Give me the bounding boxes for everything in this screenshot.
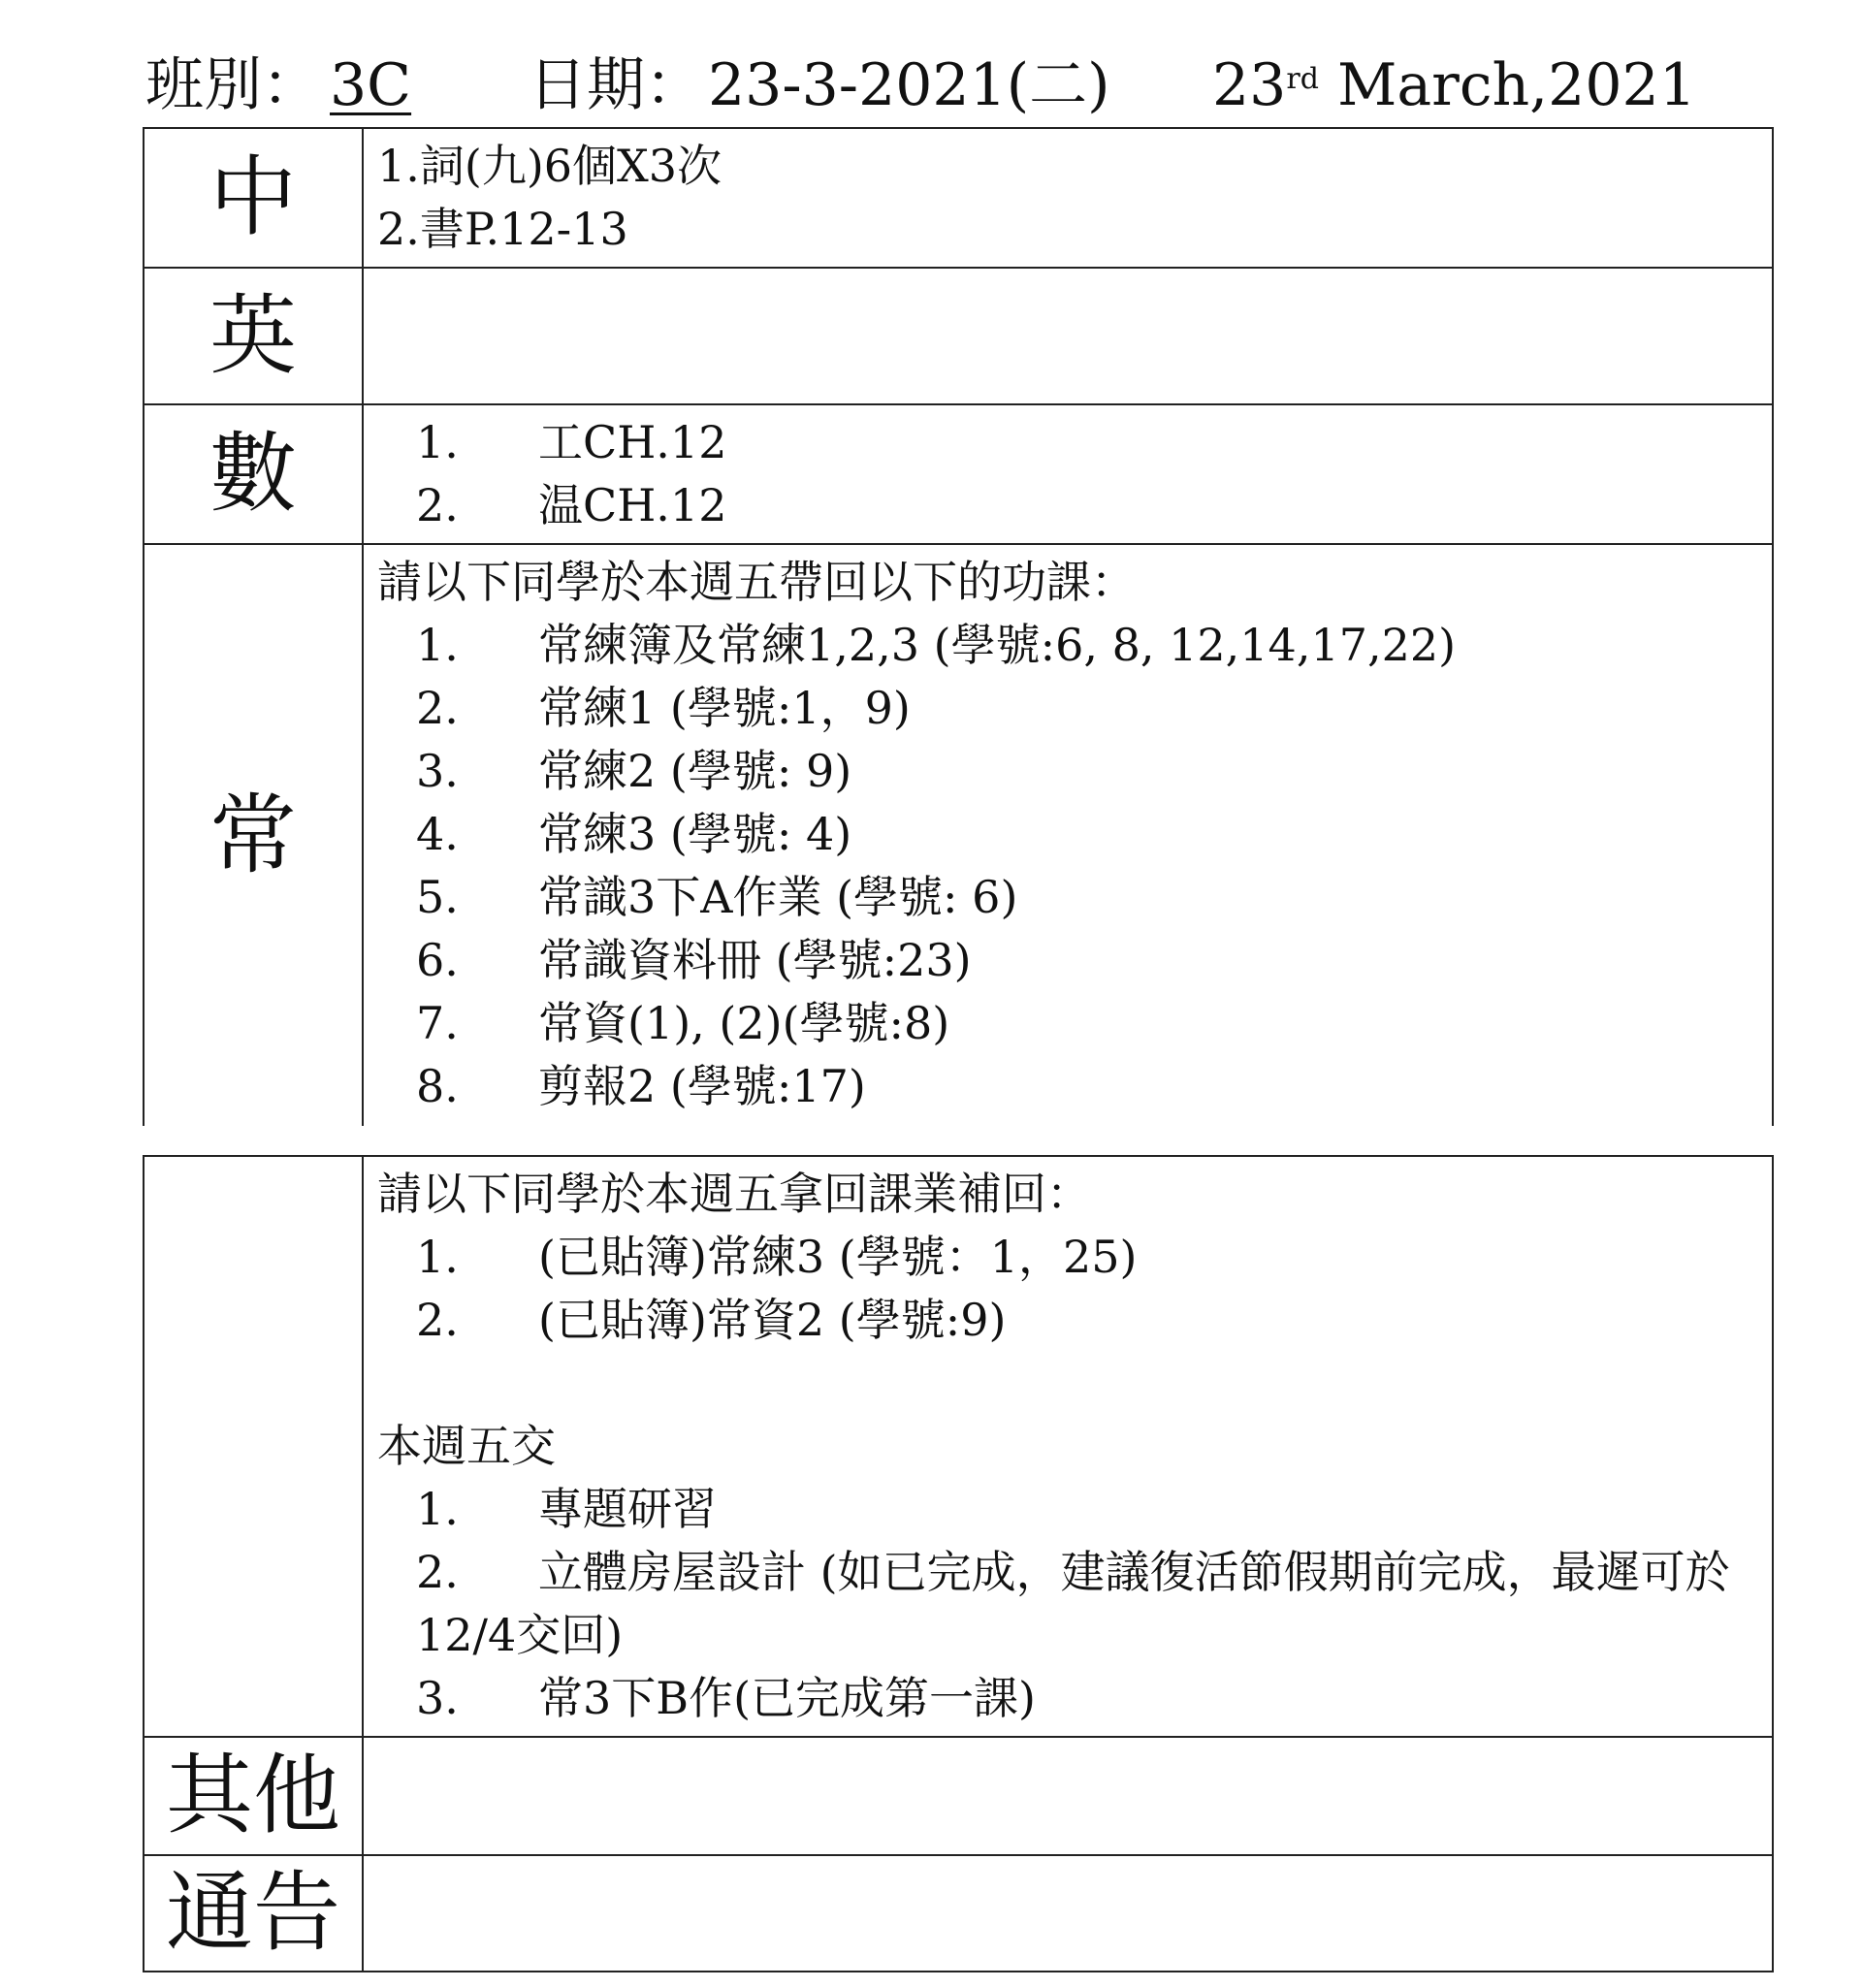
item-text: 温CH.12 xyxy=(538,479,727,531)
item-text: 工CH.12 xyxy=(538,416,727,468)
item-number: 2. xyxy=(416,682,459,734)
list-item xyxy=(377,1055,1762,1118)
item-text: (已貼簿)常練3 (學號：1，25) xyxy=(538,1231,1138,1283)
gs-friday-intro: 本週五交 xyxy=(377,1420,556,1472)
list-item xyxy=(377,803,1762,866)
gs-list xyxy=(377,614,1762,1118)
item-number: 6. xyxy=(416,934,459,986)
item-number: 1. xyxy=(416,619,459,671)
item-number: 3. xyxy=(416,745,459,797)
date-label: 日期： xyxy=(529,51,703,119)
item-number: 2. xyxy=(416,1294,459,1346)
row-general-studies xyxy=(144,544,1773,1126)
gs-friday-list xyxy=(377,1478,1762,1730)
list-item xyxy=(377,1226,1762,1289)
content-english xyxy=(363,268,1773,404)
item-text: 立體房屋設計 (如已完成，建議復活節假期前完成，最遲可於12/4交回) xyxy=(416,1546,1730,1661)
list-item xyxy=(377,992,1762,1055)
item-number: 1. xyxy=(416,416,459,468)
content-general-studies xyxy=(363,544,1773,1126)
class-value: 3C xyxy=(330,51,412,119)
subject-chinese: 中 xyxy=(144,128,363,268)
content-chinese xyxy=(363,128,1773,268)
subject-math: 數 xyxy=(144,404,363,544)
list-item xyxy=(377,411,1762,474)
subject-english: 英 xyxy=(144,268,363,404)
item-text: 常資(1), (2)(學號:8) xyxy=(538,997,950,1049)
item-text: 常練2 (學號: 9) xyxy=(538,745,852,797)
homework-table-part-1 xyxy=(143,127,1774,1126)
item-number: 3. xyxy=(416,1672,459,1724)
list-item xyxy=(377,740,1762,803)
item-number: 5. xyxy=(416,871,459,923)
class-label: 班別： xyxy=(145,51,320,119)
item-text: 常練1 (學號:1，9) xyxy=(538,682,911,734)
item-text: (已貼簿)常資2 (學號:9) xyxy=(538,1294,1007,1346)
date-english-day: 23 xyxy=(1212,51,1287,119)
item-text: 剪報2 (學號:17) xyxy=(538,1060,866,1112)
item-text: 常識3下A作業 (學號: 6) xyxy=(538,871,1018,923)
item-number: 4. xyxy=(416,808,459,860)
item-text: 專題研習 xyxy=(538,1483,717,1535)
subject-notices: 通告 xyxy=(144,1855,363,1972)
item-number: 1. xyxy=(416,1483,459,1535)
subject-blank xyxy=(144,1156,363,1737)
row-notices xyxy=(144,1855,1773,1972)
row-chinese xyxy=(144,128,1773,268)
gs-return-list xyxy=(377,1226,1762,1352)
item-text: 常3下B作(已完成第一課) xyxy=(538,1672,1036,1724)
content-notices xyxy=(363,1855,1773,1972)
item-text: 常練3 (學號: 4) xyxy=(538,808,852,860)
row-general-studies-continued xyxy=(144,1156,1773,1737)
list-item xyxy=(377,474,1762,537)
row-english xyxy=(144,268,1773,404)
list-item xyxy=(377,866,1762,929)
content-others xyxy=(363,1737,1773,1855)
content-math xyxy=(363,404,1773,544)
spacer xyxy=(377,1352,1762,1415)
list-item xyxy=(377,1289,1762,1352)
subject-others: 其他 xyxy=(144,1737,363,1855)
item-number: 2. xyxy=(416,1546,459,1598)
content-general-studies-continued xyxy=(363,1156,1773,1737)
chinese-line-2: 2.書P.12-13 xyxy=(377,203,628,255)
date-value: 23-3-2021(二) xyxy=(708,51,1110,119)
row-others xyxy=(144,1737,1773,1855)
list-item xyxy=(377,614,1762,677)
math-list xyxy=(377,411,1762,537)
item-number: 8. xyxy=(416,1060,459,1112)
item-text: 常練簿及常練1,2,3 (學號:6, 8, 12,14,17,22) xyxy=(538,619,1457,671)
list-item xyxy=(377,677,1762,740)
list-item xyxy=(377,929,1762,992)
date-english xyxy=(1212,47,1696,124)
list-item xyxy=(377,1541,1762,1667)
chinese-line-1: 1.詞(九)6個X3次 xyxy=(377,140,722,192)
row-math xyxy=(144,404,1773,544)
item-number: 2. xyxy=(416,479,459,531)
subject-general-studies: 常 xyxy=(144,544,363,1126)
date-english-rest: March,2021 xyxy=(1318,51,1696,119)
item-number: 1. xyxy=(416,1231,459,1283)
item-number: 7. xyxy=(416,997,459,1049)
gs-intro: 請以下同學於本週五帶回以下的功課： xyxy=(377,556,1136,608)
list-item xyxy=(377,1478,1762,1541)
gs-return-intro: 請以下同學於本週五拿回課業補回： xyxy=(377,1168,1091,1220)
homework-table-part-2 xyxy=(143,1155,1774,1972)
date-english-suffix: rd xyxy=(1286,62,1319,96)
item-text: 常識資料冊 (學號:23) xyxy=(538,934,972,986)
list-item xyxy=(377,1667,1762,1730)
